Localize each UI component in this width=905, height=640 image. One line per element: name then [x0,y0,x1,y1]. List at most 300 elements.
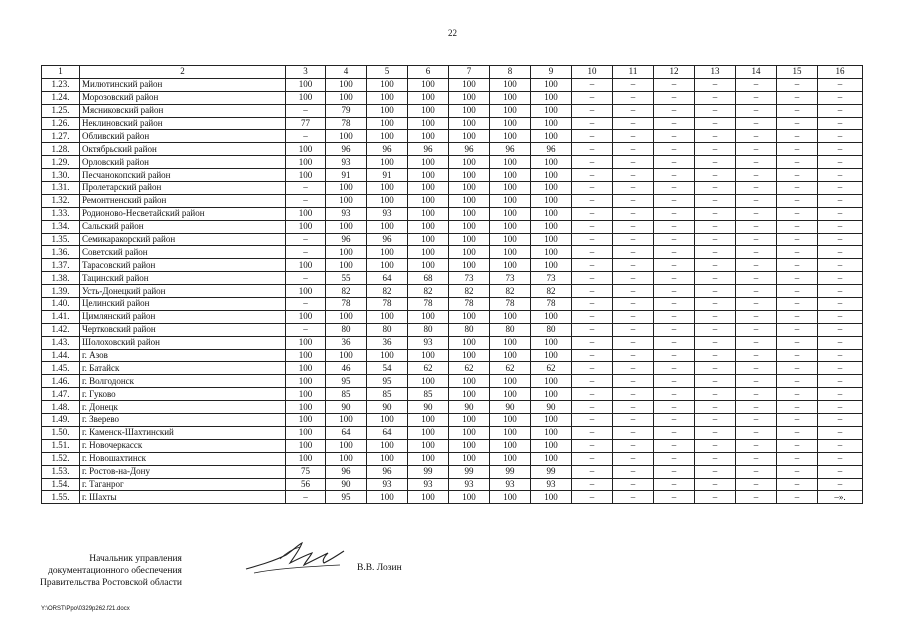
table-cell: 100 [449,182,490,195]
table-cell: – [736,259,777,272]
table-cell: – [777,130,818,143]
table-cell: – [777,78,818,91]
district-name: Родионово-Несветайский район [80,207,286,220]
table-cell: – [572,104,613,117]
table-cell: 100 [408,91,449,104]
table-cell: – [777,91,818,104]
row-number: 1.42. [42,323,80,336]
table-cell: – [736,233,777,246]
district-name: Обливский район [80,130,286,143]
signature-title [40,553,182,589]
table-cell: 93 [326,207,367,220]
table-cell: 99 [531,465,572,478]
table-cell: 64 [367,272,408,285]
district-name: Тацинский район [80,272,286,285]
row-number: 1.26. [42,117,80,130]
table-row [42,259,863,272]
table-cell: 100 [531,104,572,117]
district-name: Семикаракорский район [80,233,286,246]
table-cell: – [818,246,863,259]
table-cell: – [654,117,695,130]
row-number: 1.49. [42,414,80,427]
column-header: 16 [818,66,863,79]
table-cell: 100 [531,130,572,143]
table-cell: 96 [490,143,531,156]
table-cell: 56 [286,478,326,491]
table-cell: 100 [490,207,531,220]
table-cell: – [777,414,818,427]
table-cell: – [654,207,695,220]
table-cell: 100 [531,182,572,195]
table-cell: – [736,156,777,169]
table-cell: 55 [326,272,367,285]
table-cell: – [572,117,613,130]
table-cell: – [572,220,613,233]
table-cell: 100 [408,156,449,169]
table-cell: – [613,130,654,143]
table-cell: 100 [286,336,326,349]
district-name: г. Шахты [80,491,286,504]
table-cell: – [654,323,695,336]
table-cell: 100 [367,414,408,427]
table-cell: 100 [449,414,490,427]
table-cell: – [777,310,818,323]
table-cell: – [613,439,654,452]
table-cell: 99 [449,465,490,478]
table-cell: – [572,91,613,104]
table-cell: 100 [408,194,449,207]
table-cell: 99 [490,465,531,478]
table-cell: 64 [367,426,408,439]
district-name: Орловский район [80,156,286,169]
table-cell: – [654,336,695,349]
table-cell: 100 [490,220,531,233]
table-cell: – [818,104,863,117]
table-cell: 78 [449,298,490,311]
row-number: 1.32. [42,194,80,207]
table-cell: 100 [408,310,449,323]
table-cell: – [695,452,736,465]
table-cell: – [613,272,654,285]
table-row [42,104,863,117]
table-cell: 93 [367,478,408,491]
table-cell: – [613,194,654,207]
table-cell: 100 [326,220,367,233]
table-cell: 100 [531,414,572,427]
table-cell: 100 [408,491,449,504]
table-cell: 100 [326,78,367,91]
table-cell: – [777,323,818,336]
table-cell: 99 [408,465,449,478]
table-body [42,78,863,503]
table-cell: – [654,259,695,272]
table-cell: 78 [326,117,367,130]
table-cell: 100 [367,259,408,272]
table-cell: – [572,465,613,478]
signature-icon [240,535,350,577]
table-cell: – [654,182,695,195]
table-cell: 100 [408,349,449,362]
table-cell: 100 [286,362,326,375]
table-cell: – [654,452,695,465]
table-cell: – [613,220,654,233]
table-cell: – [818,349,863,362]
table-cell: 100 [490,194,531,207]
table-cell: 100 [449,169,490,182]
table-cell: 90 [367,401,408,414]
table-cell: 100 [326,130,367,143]
table-cell: – [654,78,695,91]
row-number: 1.28. [42,143,80,156]
handwritten-signature [240,535,350,582]
table-cell: 96 [408,143,449,156]
table-cell: – [818,375,863,388]
table-cell: 100 [531,336,572,349]
table-cell: – [572,478,613,491]
table-cell: – [736,207,777,220]
row-number: 1.24. [42,91,80,104]
table-cell: – [818,169,863,182]
table-cell: – [736,169,777,182]
table-cell: 100 [408,259,449,272]
table-cell: 95 [367,375,408,388]
table-cell: 100 [531,233,572,246]
table-cell: – [695,207,736,220]
row-number: 1.30. [42,169,80,182]
column-header: 9 [531,66,572,79]
table-cell: 100 [408,414,449,427]
table-cell: 100 [531,207,572,220]
table-cell: 91 [367,169,408,182]
table-cell: – [818,426,863,439]
table-cell: – [818,259,863,272]
table-cell: – [695,465,736,478]
table-cell: 100 [286,388,326,401]
page-number: 22 [448,28,457,38]
table-cell: – [818,143,863,156]
table-cell: – [572,246,613,259]
district-name: г. Каменск-Шахтинский [80,426,286,439]
table-cell: 100 [408,220,449,233]
table-cell: 62 [408,362,449,375]
table-cell: – [654,130,695,143]
table-cell: – [777,207,818,220]
table-cell: 100 [367,349,408,362]
table-cell: 100 [286,426,326,439]
table-cell: 91 [326,169,367,182]
table-cell: 100 [408,233,449,246]
table-row [42,272,863,285]
table-cell: – [736,414,777,427]
table-cell: – [613,78,654,91]
table-cell: – [777,426,818,439]
table-row [42,130,863,143]
table-cell: – [654,349,695,362]
district-name: г. Волгодонск [80,375,286,388]
table-row [42,117,863,130]
table-cell: 80 [490,323,531,336]
table-cell: – [736,117,777,130]
table-cell: – [654,426,695,439]
table-cell: – [818,414,863,427]
table-cell: – [613,375,654,388]
table-cell: – [818,452,863,465]
table-cell: 82 [490,285,531,298]
table-cell: 78 [490,298,531,311]
table-cell: 100 [286,414,326,427]
table-cell: 100 [449,104,490,117]
table-cell: 100 [367,182,408,195]
table-cell: 85 [326,388,367,401]
table-cell: – [818,310,863,323]
signature-title-line: документационного обеспечения [48,566,182,576]
table-row [42,169,863,182]
table-cell: – [695,117,736,130]
table-cell: 100 [367,78,408,91]
table-cell: – [654,233,695,246]
table-cell: – [654,285,695,298]
district-name: Милютинский район [80,78,286,91]
table-cell: – [654,388,695,401]
table-cell: – [777,246,818,259]
table-cell: – [572,298,613,311]
table-cell: 100 [490,156,531,169]
table-cell: – [818,207,863,220]
table-cell: 100 [367,91,408,104]
table-cell: – [613,452,654,465]
table-row [42,478,863,491]
table-cell: 96 [367,143,408,156]
table-cell: 73 [490,272,531,285]
table-cell: – [695,336,736,349]
table-cell: 100 [367,246,408,259]
district-name: Целинский район [80,298,286,311]
table-cell: – [777,401,818,414]
table-cell: – [613,478,654,491]
table-cell: – [613,182,654,195]
table-cell: – [695,246,736,259]
table-cell: 78 [367,298,408,311]
district-name: г. Зверево [80,414,286,427]
table-cell: 96 [326,465,367,478]
column-header: 14 [736,66,777,79]
row-number: 1.27. [42,130,80,143]
table-cell: 93 [367,207,408,220]
table-cell: – [654,220,695,233]
table-cell: 100 [531,156,572,169]
table-cell: 100 [449,452,490,465]
table-cell: – [572,182,613,195]
column-header: 15 [777,66,818,79]
table-cell: 100 [490,91,531,104]
table-cell: 77 [286,117,326,130]
table-cell: – [654,414,695,427]
table-cell: – [695,298,736,311]
district-name: Советский район [80,246,286,259]
table-cell: 100 [531,91,572,104]
table-cell: 100 [326,259,367,272]
table-row [42,388,863,401]
table-cell: – [572,156,613,169]
table-cell: 100 [326,246,367,259]
table-cell: – [695,491,736,504]
district-name: г. Азов [80,349,286,362]
table-cell: 100 [408,117,449,130]
table-cell: 100 [408,130,449,143]
table-cell: 90 [449,401,490,414]
table-cell: – [613,117,654,130]
table-cell: 100 [531,452,572,465]
table-cell: – [695,104,736,117]
table-cell: – [572,194,613,207]
row-number: 1.44. [42,349,80,362]
district-name: г. Новочеркасск [80,439,286,452]
district-name: г. Донецк [80,401,286,414]
table-cell: 100 [326,182,367,195]
table-cell: 100 [531,375,572,388]
table-row [42,143,863,156]
table-cell: 100 [490,439,531,452]
table-cell: 100 [490,414,531,427]
table-cell: 100 [449,388,490,401]
row-number: 1.41. [42,310,80,323]
table-cell: – [695,323,736,336]
table-row [42,233,863,246]
table-cell: – [818,388,863,401]
table-cell: – [572,272,613,285]
table-cell: 100 [326,349,367,362]
table-cell: 100 [286,375,326,388]
table-cell: – [695,478,736,491]
table-cell: – [613,349,654,362]
table-cell: – [818,401,863,414]
table-cell: 93 [531,478,572,491]
table-cell: 62 [490,362,531,375]
table-cell: – [777,285,818,298]
table-cell: – [613,233,654,246]
district-name: Пролетарский район [80,182,286,195]
row-number: 1.39. [42,285,80,298]
table-cell: 100 [490,182,531,195]
table-cell: – [777,491,818,504]
table-cell: 100 [367,220,408,233]
table-cell: – [695,156,736,169]
table-row [42,401,863,414]
table-cell: – [286,246,326,259]
table-cell: 100 [490,491,531,504]
table-cell: 78 [326,298,367,311]
table-cell: – [286,233,326,246]
table-cell: 100 [490,388,531,401]
table-cell: 100 [286,452,326,465]
table-cell: 100 [408,426,449,439]
table-cell: 100 [326,452,367,465]
table-row [42,465,863,478]
district-name: Морозовский район [80,91,286,104]
table-cell: 100 [531,426,572,439]
table-cell: – [736,478,777,491]
table-cell: – [736,143,777,156]
table-cell: – [736,310,777,323]
table-cell: – [695,285,736,298]
district-name: Неклиновский район [80,117,286,130]
table-cell: 80 [367,323,408,336]
table-cell: 100 [367,439,408,452]
table-cell: – [777,439,818,452]
table-cell: – [777,182,818,195]
table-row [42,452,863,465]
table-cell: – [572,401,613,414]
table-cell: – [286,491,326,504]
table-cell: 100 [326,439,367,452]
table-row [42,285,863,298]
table-cell: – [736,491,777,504]
table-cell: – [818,285,863,298]
column-header: 4 [326,66,367,79]
table-cell: 100 [490,104,531,117]
table-cell: – [286,298,326,311]
district-name: Шолоховский район [80,336,286,349]
row-number: 1.53. [42,465,80,478]
signature-title-line: Начальник управления [89,554,182,564]
table-cell: 100 [449,491,490,504]
table-cell: 100 [326,194,367,207]
table-cell: 85 [408,388,449,401]
table-cell: – [736,439,777,452]
table-cell: – [613,298,654,311]
table-cell: – [572,169,613,182]
table-cell: – [613,259,654,272]
table-cell: – [654,439,695,452]
table-cell: – [777,143,818,156]
table-cell: – [654,156,695,169]
table-cell: – [613,465,654,478]
table-cell: – [695,169,736,182]
table-cell: 93 [408,478,449,491]
district-name: Усть-Донецкий район [80,285,286,298]
table-cell: – [695,362,736,375]
table-cell: – [818,465,863,478]
row-number: 1.37. [42,259,80,272]
table-cell: – [613,143,654,156]
column-header: 10 [572,66,613,79]
table-cell: – [818,130,863,143]
table-cell: – [695,143,736,156]
table-cell: 62 [531,362,572,375]
column-header: 8 [490,66,531,79]
column-header: 2 [80,66,286,79]
table-cell: 100 [531,194,572,207]
table-cell: – [736,272,777,285]
row-number: 1.34. [42,220,80,233]
table-cell: 100 [449,233,490,246]
row-number: 1.23. [42,78,80,91]
table-cell: – [736,220,777,233]
data-table [41,65,863,504]
table-cell: – [654,143,695,156]
table-cell: 100 [490,117,531,130]
table-cell: 100 [408,104,449,117]
table-cell: 80 [531,323,572,336]
table-cell: – [736,285,777,298]
row-number: 1.50. [42,426,80,439]
table-cell: 90 [326,478,367,491]
district-name: Сальский район [80,220,286,233]
table-row [42,491,863,504]
table-cell: 100 [449,375,490,388]
table-cell: 96 [531,143,572,156]
table-cell: – [818,323,863,336]
